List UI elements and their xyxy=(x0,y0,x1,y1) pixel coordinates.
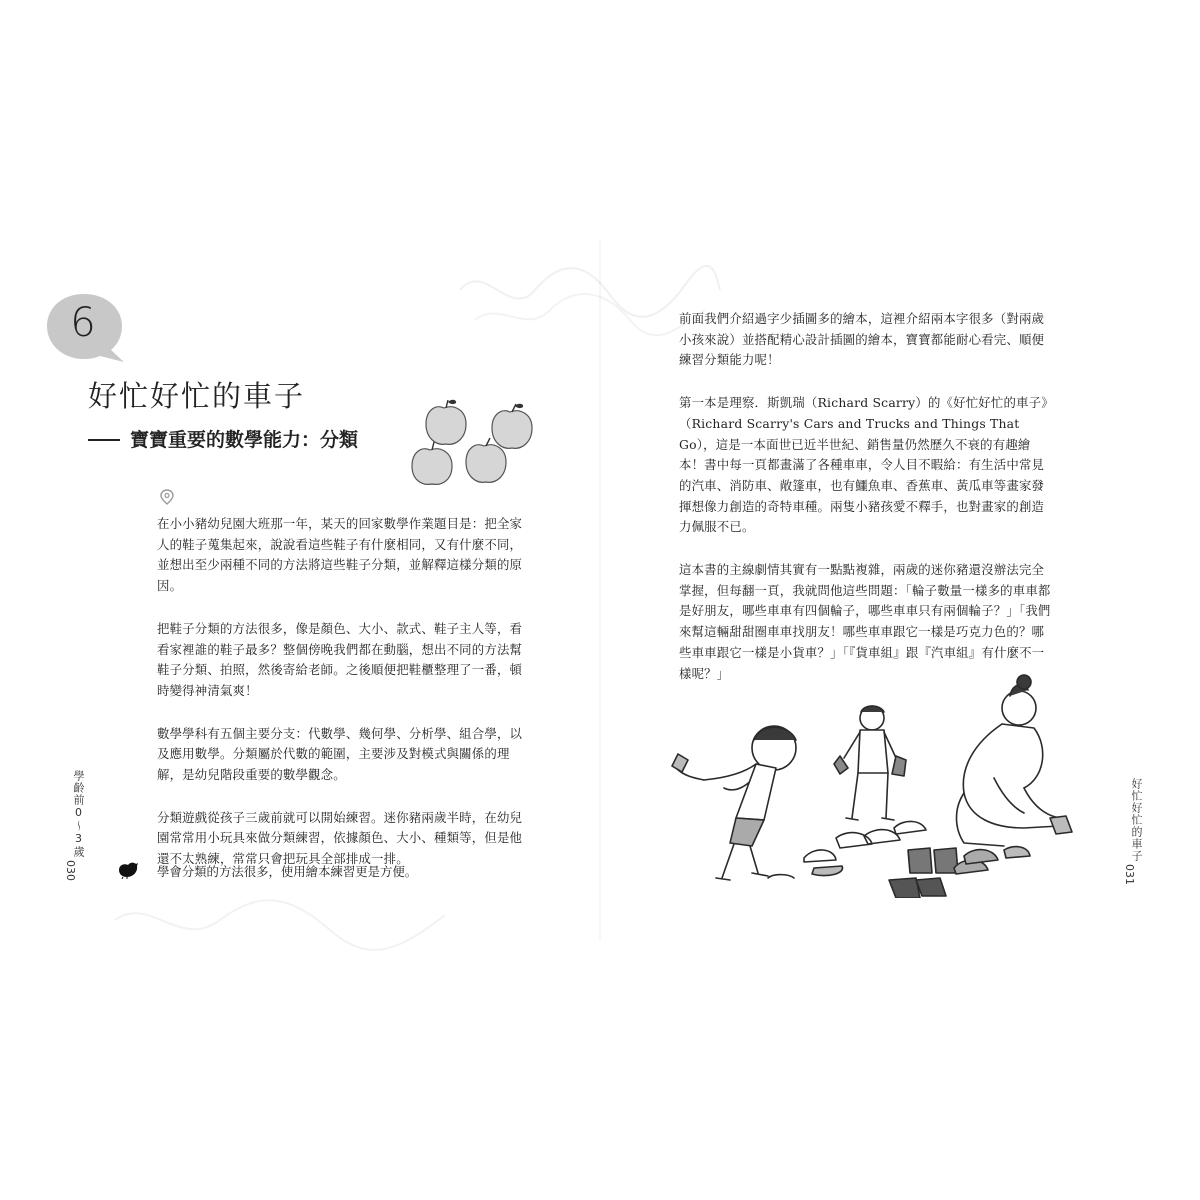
paragraph: 這本書的主線劇情其實有一點點複雜，兩歲的迷你豬還沒辦法完全掌握，但每翻一頁，我就問他這些問題：「輪子數量一樣多的車車都是好朋友，哪些車車有四個輪子，哪些車車只有兩個輪子？」「我們來幫這輛甜甜圈車車找朋友！哪些車車跟它一樣是巧克力色的？哪些車車跟它一樣是小貨車？」「『貨車組』跟『汽車組』有什麼不一樣呢？」 xyxy=(679,562,1051,681)
paragraph: 第一本是理察．斯凱瑞（Richard Scarry）的《好忙好忙的車子》（Richard Scarry's Cars and Trucks and Things That Go），這是一本面世已近半世紀、銷售量仍然歷久不衰的有趣繪本！書中每一頁都畫滿了各種車車，令人目不暇給：有生活中常見的汽車、消防車、敞篷車，也有鱷魚車、香蕉車、黃瓜車等畫家發揮想像力創造的奇特車種。兩隻小豬孩愛不釋手，也對畫家的創造力佩服不已。 xyxy=(679,395,1048,535)
bird-icon xyxy=(117,861,139,879)
paragraph: 前面我們介紹過字少插圖多的繪本，這裡介紹兩本字很多（對兩歲小孩來說）並搭配精心設計插圖的繪本，寶寶都能耐心看完、順便練習分類能力呢！ xyxy=(679,311,1045,368)
right-body-text xyxy=(679,309,1051,706)
em-dash xyxy=(88,439,120,441)
paragraph: 數學學科有五個主要分支：代數學、幾何學、分析學、組合學，以及應用數學。分類屬於代數的範圍，主要涉及對模式與關係的理解，是幼兒階段重要的數學觀念。 xyxy=(157,725,523,783)
chapter-number: 6 xyxy=(70,300,96,346)
chapter-subtitle-text: 寶寶重要的數學能力：分類 xyxy=(130,429,359,451)
page-number: 030 xyxy=(64,860,77,881)
running-head: 好忙好忙的車子 xyxy=(1130,778,1143,862)
caption: 學會分類的方法很多，使用繪本練習更是方便。 xyxy=(157,864,418,879)
left-body-text xyxy=(157,514,527,892)
paragraph: 分類遊戲從孩子三歲前就可以開始練習。迷你豬兩歲半時，在幼兒園常常用小玩具來做分類練習，依據顏色、大小、種類等，但是他還不太熟練，常常只會把玩具全部排成一排。 xyxy=(157,809,523,867)
running-head: 學齡前0～3歲 xyxy=(72,770,85,858)
paragraph: 把鞋子分類的方法很多，像是顏色、大小、款式、鞋子主人等，看看家裡誰的鞋子最多？整個傍晚我們都在動腦，想出不同的方法幫鞋子分類、拍照，然後寄給老師。之後順便把鞋櫃整理了一番，頓時變得神清氣爽！ xyxy=(157,620,523,698)
location-pin-icon xyxy=(160,489,174,505)
family-sorting-shoes-illustration xyxy=(664,668,1084,898)
chapter-subtitle xyxy=(88,425,358,452)
apple-icon xyxy=(410,398,540,488)
page-number: 031 xyxy=(1123,864,1136,885)
paragraph: 在小小豬幼兒園大班那一年，某天的回家數學作業題目是：把全家人的鞋子蒐集起來，說說看這些鞋子有什麼相同，又有什麼不同，並想出至少兩種不同的方法將這些鞋子分類，並解釋這樣分類的原因。 xyxy=(157,516,523,594)
chapter-title: 好忙好忙的車子 xyxy=(88,379,306,413)
